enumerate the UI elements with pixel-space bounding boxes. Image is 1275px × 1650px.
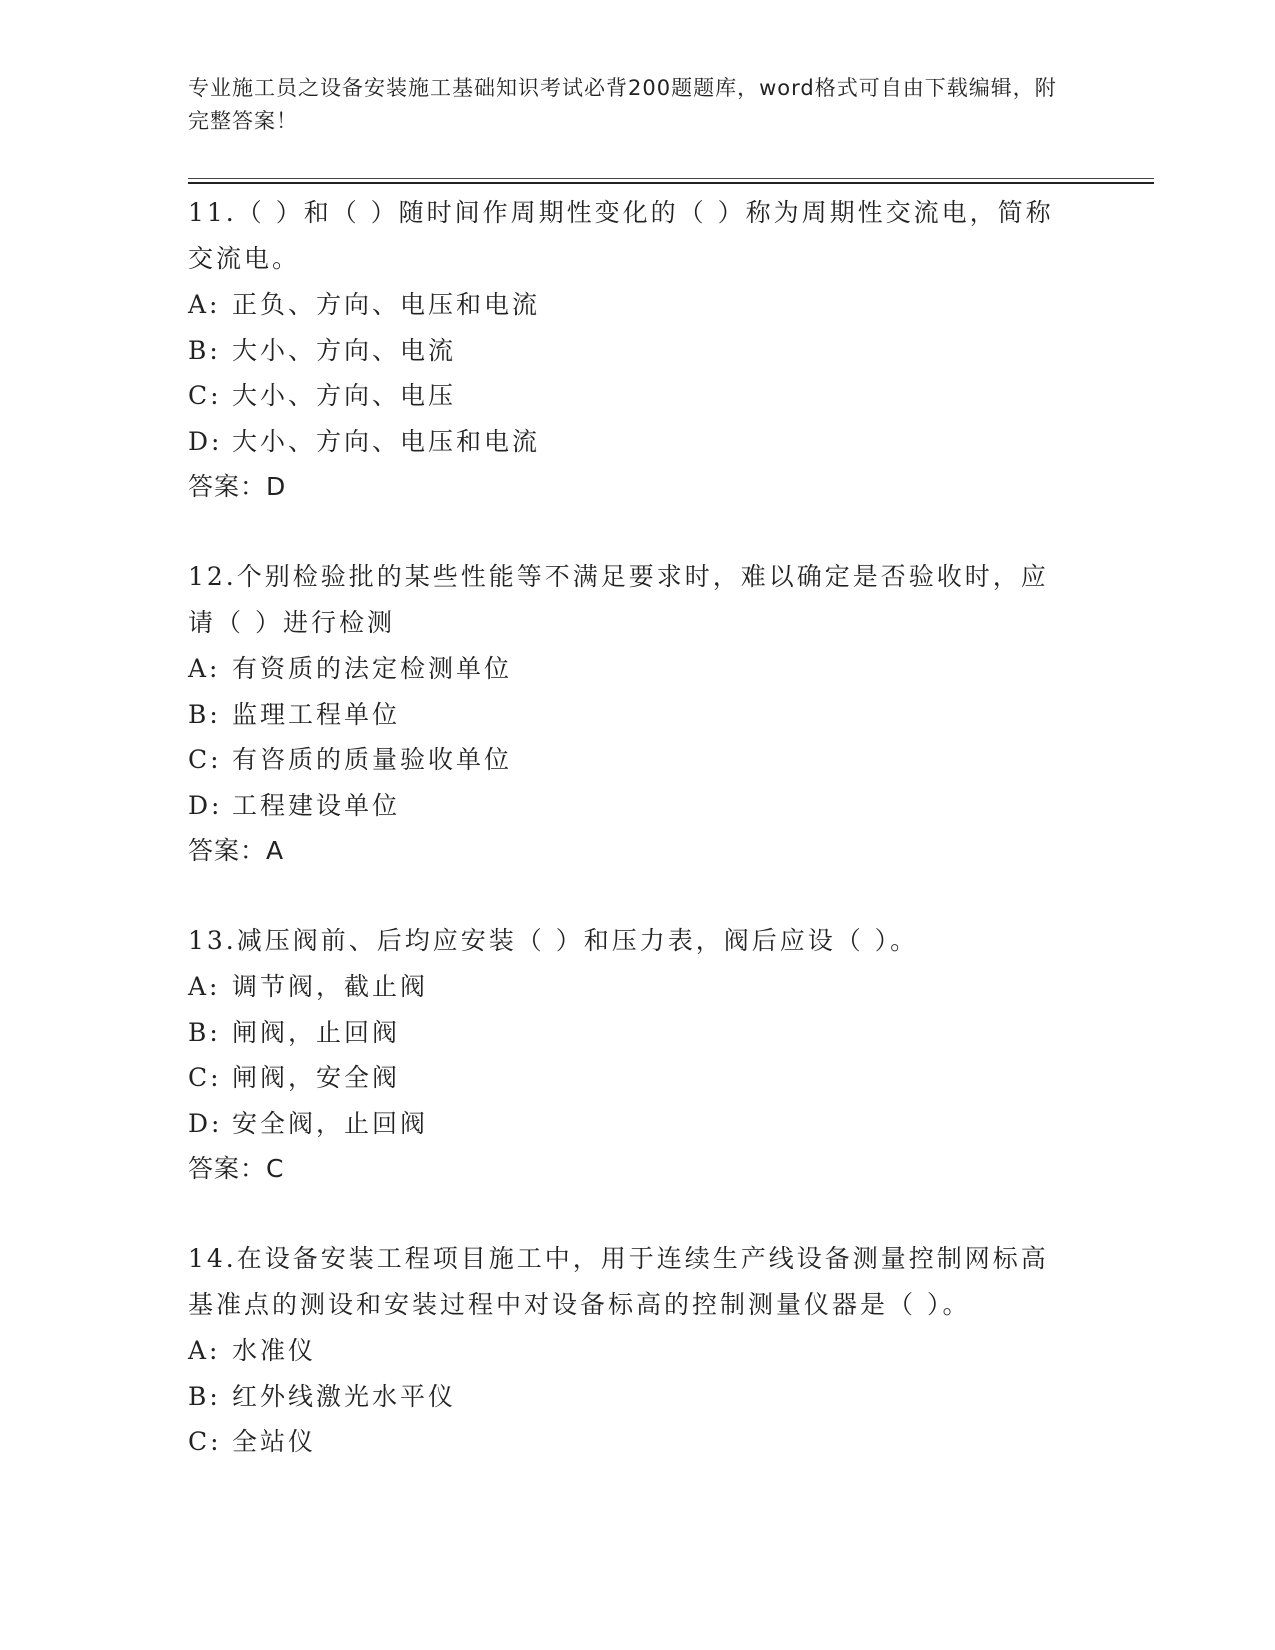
option-d: [188, 419, 1088, 465]
option-text: 工程建设单位: [232, 790, 401, 820]
option-text: 监理工程单位: [232, 699, 401, 729]
option-letter: A:: [188, 972, 221, 1001]
question-stem: 13.减压阀前、后均应安装（ ）和压力表，阀后应设（ ）。: [188, 926, 919, 955]
option-letter: D:: [188, 790, 223, 820]
question-stem: 14.在设备安装工程项目施工中，用于连续生产线设备测量控制网标高基准点的测设和安装过程中对设备标高的控制测量仪器是（ ）。: [188, 1244, 1049, 1319]
answer-label: 答案：A: [188, 836, 285, 865]
option-a: [188, 646, 1088, 692]
option-b: [188, 1374, 1088, 1420]
question-12: [188, 554, 1088, 874]
option-letter: D:: [188, 1108, 223, 1138]
option-text: 有咨质的质量验收单位: [232, 745, 513, 774]
option-letter: B:: [188, 335, 221, 365]
option-letter: B:: [188, 1381, 221, 1411]
document-header: 专业施工员之设备安装施工基础知识考试必背200题题库，word格式可自由下载编辑，附完整答案！: [188, 76, 1057, 133]
option-c: [188, 737, 1088, 783]
option-letter: A:: [188, 290, 221, 319]
option-text: 闸阀，止回阀: [232, 1017, 401, 1047]
option-d: [188, 783, 1088, 829]
option-text: 全站仪: [232, 1427, 317, 1456]
option-text: 大小、方向、电压和电流: [232, 426, 541, 456]
question-stem: 11.（ ）和（ ）随时间作周期性变化的（ ）称为周期性交流电，简称交流电。: [188, 198, 1054, 273]
option-a: [188, 964, 1088, 1010]
option-b: [188, 692, 1088, 738]
option-c: [188, 1419, 1088, 1465]
question-stem: 12.个别检验批的某些性能等不满足要求时，难以确定是否验收时，应请（ ）进行检测: [188, 562, 1049, 637]
option-letter: B:: [188, 1017, 221, 1047]
question-14: [188, 1236, 1088, 1465]
option-letter: C:: [188, 1427, 222, 1456]
option-text: 正负、方向、电压和电流: [232, 290, 541, 319]
header-divider-thick: [188, 182, 1154, 184]
option-text: 闸阀，安全阀: [232, 1063, 401, 1092]
question-13: [188, 918, 1088, 1192]
answer-label: 答案：C: [188, 1154, 285, 1183]
option-c: [188, 373, 1088, 419]
option-d: [188, 1101, 1088, 1147]
option-a: [188, 1328, 1088, 1374]
option-text: 安全阀，止回阀: [232, 1108, 429, 1138]
option-text: 调节阀，截止阀: [232, 972, 429, 1001]
option-c: [188, 1055, 1088, 1101]
question-list: [188, 190, 1088, 1509]
option-text: 大小、方向、电压: [232, 381, 457, 410]
option-letter: C:: [188, 381, 222, 410]
option-b: [188, 1010, 1088, 1056]
option-b: [188, 328, 1088, 374]
option-letter: B:: [188, 699, 221, 729]
option-text: 有资质的法定检测单位: [232, 654, 513, 683]
answer-label: 答案：D: [188, 472, 287, 501]
option-letter: D:: [188, 426, 223, 456]
question-11: [188, 190, 1088, 510]
option-a: [188, 282, 1088, 328]
option-text: 大小、方向、电流: [232, 335, 457, 365]
option-text: 水准仪: [232, 1336, 317, 1365]
option-letter: A:: [188, 654, 221, 683]
option-letter: C:: [188, 745, 222, 774]
option-text: 红外线激光水平仪: [232, 1381, 457, 1411]
header-divider-thin: [188, 178, 1154, 179]
option-letter: C:: [188, 1063, 222, 1092]
option-letter: A:: [188, 1336, 221, 1365]
